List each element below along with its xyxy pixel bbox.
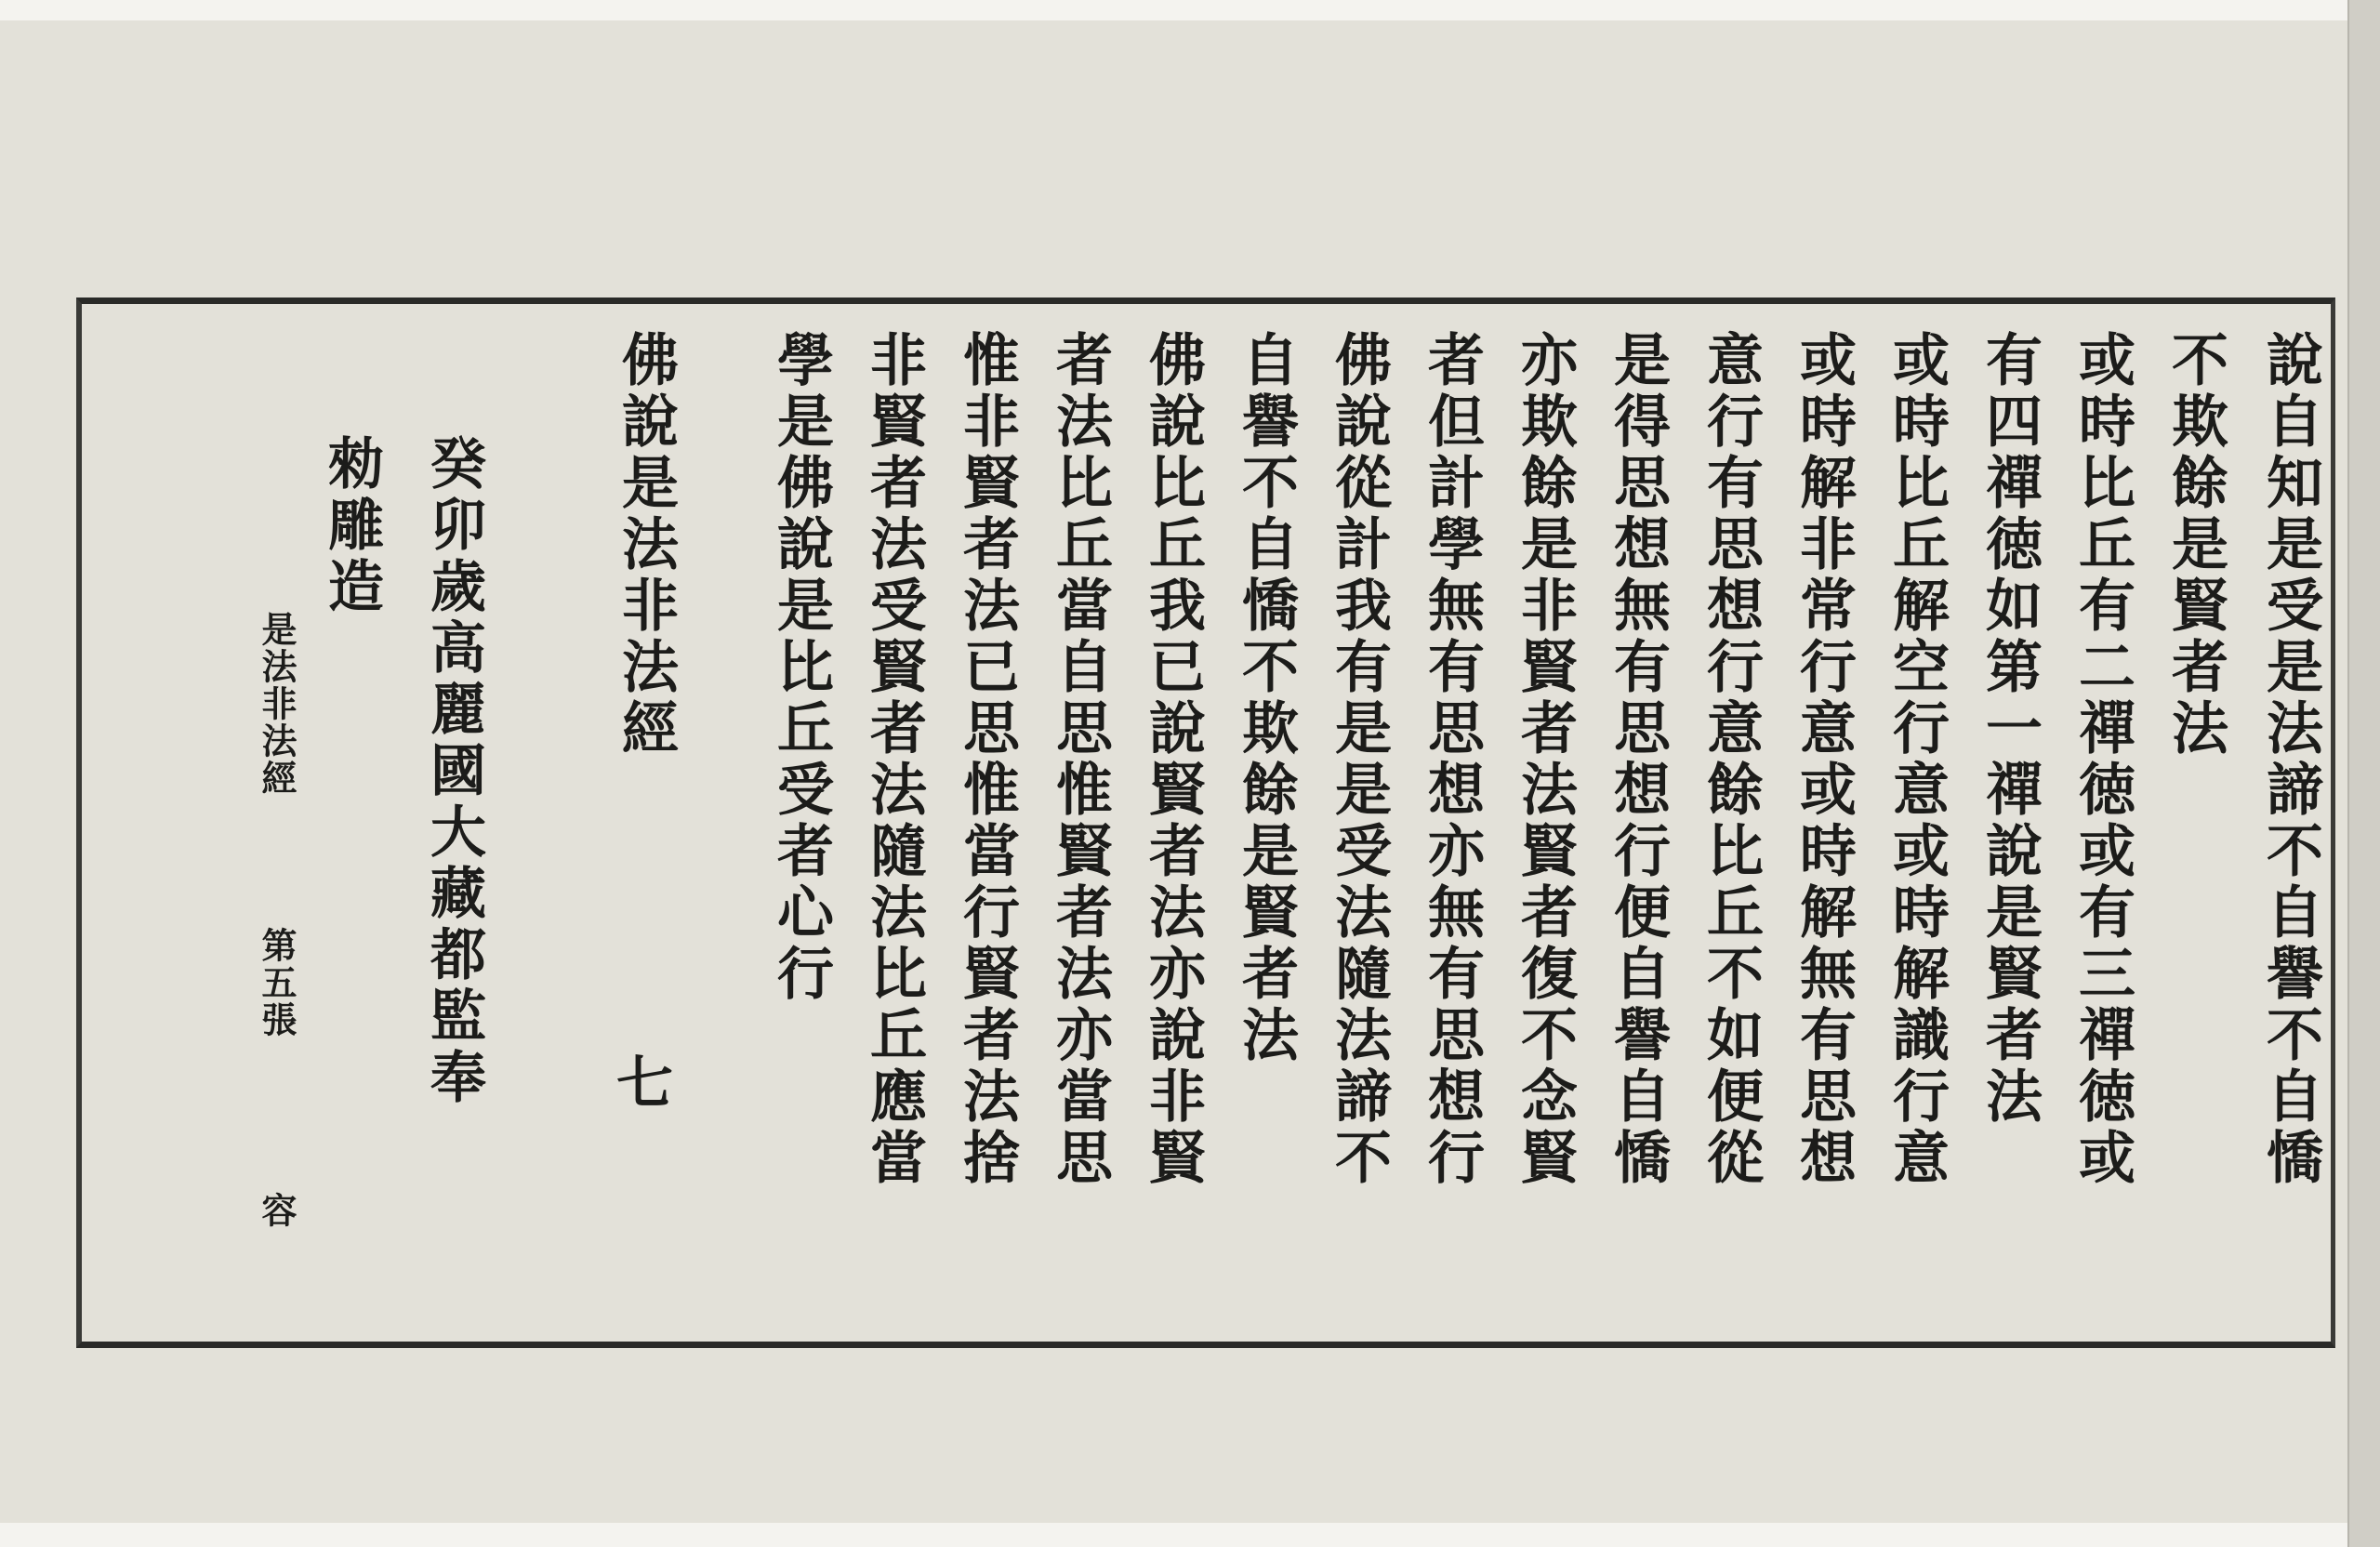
colophon-line-1: 癸卯歲高麗國大藏都監奉	[421, 434, 486, 1109]
text-column-10: 者但計學無有思想亦無有思想行	[1419, 330, 1485, 1189]
text-column-9: 亦欺餘是非賢者法賢者復不念賢	[1512, 330, 1578, 1189]
text-column-12: 自譽不自憍不欺餘是賢者法	[1233, 330, 1299, 1066]
text-column-5: 或時比丘解空行意或時解識行意	[1884, 330, 1950, 1189]
colophon-line-2: 勑雕造	[319, 434, 384, 618]
margin-sheet-number: 第五張	[256, 927, 298, 1038]
text-column-13: 佛說比丘我已說賢者法亦說非賢	[1140, 330, 1206, 1189]
margin-case-mark: 容	[256, 1192, 298, 1229]
text-column-6: 或時解非常行意或時解無有思想	[1791, 330, 1857, 1189]
text-column-4: 有四禪徳如第一禪說是賢者法	[1977, 330, 2043, 1128]
page-top-margin	[0, 0, 2380, 20]
woodblock-print-frame	[76, 298, 2335, 1348]
text-column-16: 非賢者法受賢者法隨法比丘應當	[861, 330, 927, 1189]
text-column-15: 惟非賢者法已思惟當行賢者法捨	[954, 330, 1020, 1189]
page-bottom-margin	[0, 1523, 2380, 1547]
page-fold-edge	[2347, 0, 2380, 1547]
margin-sutra-name: 是法非法經	[256, 611, 298, 797]
text-column-7: 意行有思想行意餘比丘不如便從	[1698, 330, 1764, 1189]
text-column-14: 者法比丘當自思惟賢者法亦當思	[1047, 330, 1113, 1189]
text-column-8: 是得思想無有思想行便自譽自憍	[1605, 330, 1671, 1189]
text-column-3: 或時比丘有二禪徳或有三禪徳或	[2069, 330, 2135, 1189]
text-column-17: 學是佛說是比丘受者心行	[768, 330, 834, 1005]
text-column-11: 佛說從計我有是是受法隨法諦不	[1326, 330, 1392, 1189]
fascicle-number: 七	[607, 1052, 673, 1114]
text-column-2: 不欺餘是賢者法	[2162, 330, 2228, 760]
sutra-title: 佛說是法非法經	[613, 330, 679, 760]
text-column-1: 說自知是受是法諦不自譽不自憍	[2257, 330, 2323, 1189]
